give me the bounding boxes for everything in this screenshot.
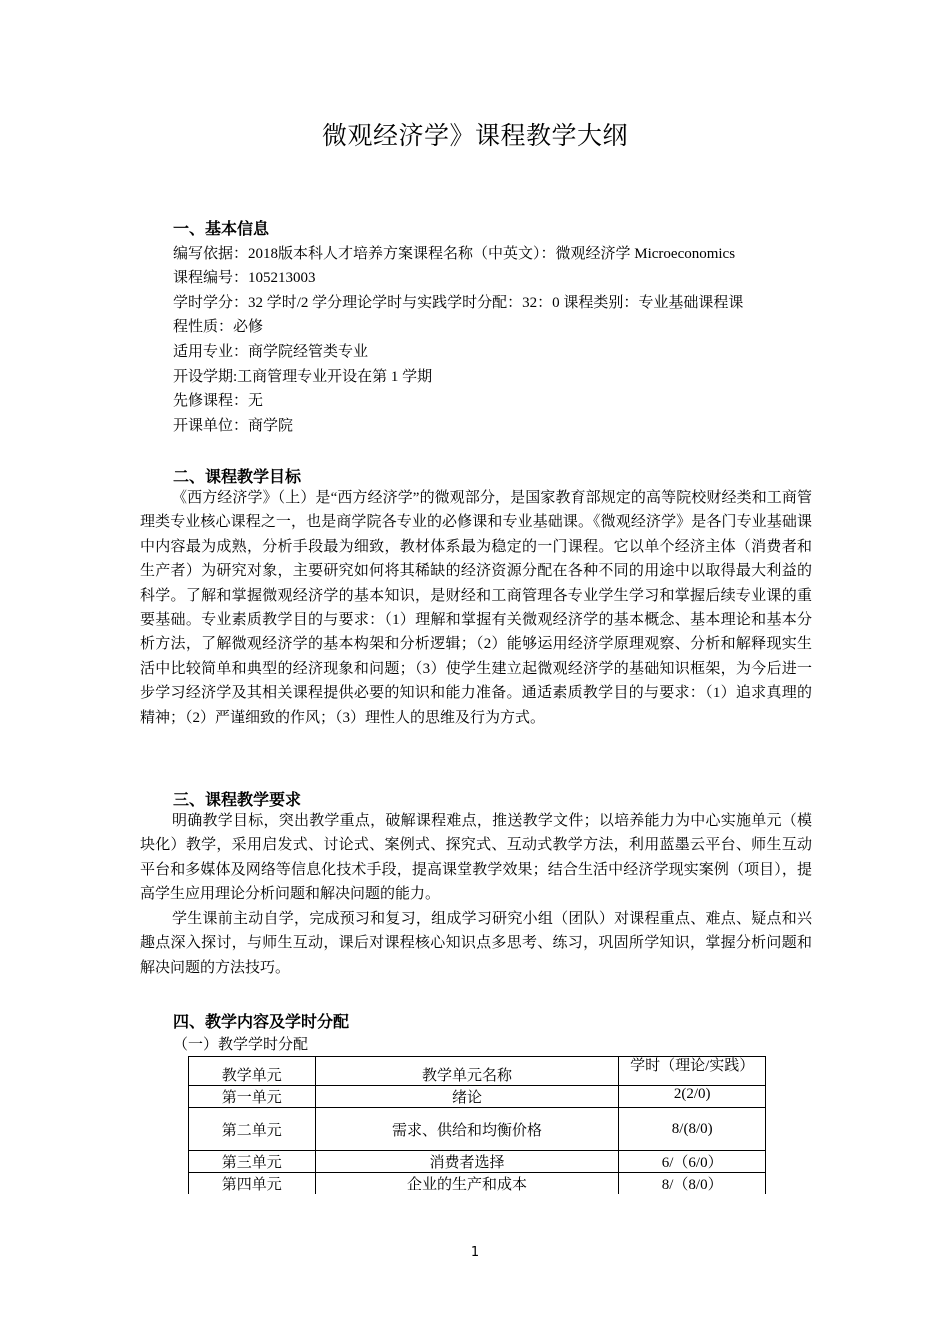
page-title: 微观经济学》课程教学大纲: [321, 121, 628, 150]
table-row: [189, 1173, 766, 1195]
info-line-department: 开课单位：商学院: [173, 418, 294, 434]
table-cell: 2(2/0): [619, 1086, 766, 1108]
table-row: [189, 1086, 766, 1108]
table-cell: 8/（8/0）: [619, 1173, 766, 1195]
table-row: [189, 1151, 766, 1173]
header-cell-unit: 教学单元: [189, 1057, 316, 1086]
table-cell: 需求、供给和均衡价格: [315, 1108, 619, 1151]
table-cell: 第四单元: [189, 1173, 316, 1195]
requirements-paragraph-1: 明确教学目标，突出教学重点，破解课程难点，推送教学文件；以培养能力为中心实施单元（模块化）教学，采用启发式、讨论式、案例式、探究式、互动式教学方法，利用蓝墨云平台、师生互动平台和多媒体及网络等信息化技术手段，提高课堂教学效果；结合生活中经济学现实案例（项目），提高学生应用理论分析问题和解决问题的能力。: [140, 813, 812, 903]
table-row: [189, 1108, 766, 1151]
header-cell-hours: [619, 1057, 766, 1086]
table-cell: 第三单元: [189, 1151, 316, 1173]
table-cell: 绪论: [315, 1086, 619, 1108]
table-cell: 企业的生产和成本: [315, 1173, 619, 1195]
table-cell: 6/（6/0）: [619, 1151, 766, 1173]
section-heading-requirements: 三、课程教学要求: [173, 790, 302, 809]
hours-allocation-table: [188, 1056, 766, 1194]
section-heading-content: 四、教学内容及学时分配: [173, 1012, 350, 1031]
table-cell: 8/(8/0): [619, 1108, 766, 1151]
info-line-prerequisites: 先修课程：无: [173, 393, 264, 409]
subsection-heading-hours: （一）教学学时分配: [173, 1037, 309, 1053]
info-line-hours-credits: 学时学分：32 学时/2 学分理论学时与实践学时分配：32：0 课程类别：专业基础课程课: [173, 295, 744, 311]
table-cell: 第二单元: [189, 1108, 316, 1151]
header-cell-unit-name: 教学单元名称: [315, 1057, 619, 1086]
page-number: 1: [470, 1245, 480, 1260]
info-line-course-nature: 程性质：必修: [173, 319, 264, 335]
table-cell: 消费者选择: [315, 1151, 619, 1173]
requirements-paragraph-2: 学生课前主动自学，完成预习和复习，组成学习研究小组（团队）对课程重点、难点、疑点和兴趣点深入探讨，与师生互动，课后对课程核心知识点多思考、练习，巩固所学知识，掌握分析问题和解决问题的方法技巧。: [140, 911, 812, 976]
section-heading-basic-info: 一、基本信息: [173, 219, 270, 238]
info-line-basis: 编写依据：2018版本科人才培养方案课程名称（中英文）：微观经济学 Microeconomics: [173, 246, 736, 262]
header-hours-text: 学时（理论/实践）: [630, 1058, 755, 1074]
section-heading-objectives: 二、课程教学目标: [173, 467, 302, 486]
info-line-semester: 开设学期:工商管理专业开设在第 1 学期: [173, 369, 433, 385]
table-header-row: [189, 1057, 766, 1086]
info-line-majors: 适用专业：商学院经管类专业: [173, 344, 369, 360]
objectives-paragraph: 《西方经济学》（上）是“西方经济学”的微观部分，是国家教育部规定的高等院校财经类和工商管理类专业核心课程之一，也是商学院各专业的必修课和专业基础课。《微观经济学》是各门专业基础课中内容最为成熟，分析手段最为细致，教材体系最为稳定的一门课程。它以单个经济主体（消费者和生产者）为研究对象，主要研究如何将其稀缺的经济资源分配在各种不同的用途中以取得最大利益的科学。了解和掌握微观经济学的基本知识，是财经和工商管理各专业学生学习和掌握后续专业课的重要基础。专业素质教学目的与要求：（1）理解和掌握有关微观经济学的基本概念、基本理论和基本分析方法，了解微观经济学的基本构架和分析逻辑；（2）能够运用经济学原理观察、分析和解释现实生活中比较简单和典型的经济现象和问题；（3）使学生建立起微观经济学的基础知识框架，为今后进一步学习经济学及其相关课程提供必要的知识和能力准备。通适素质教学目的与要求：（1）追求真理的精神；（2）严谨细致的作风；（3）理性人的思维及行为方式。: [140, 490, 812, 726]
table-cell: 第一单元: [189, 1086, 316, 1108]
info-line-course-code: 课程编号：105213003: [173, 270, 316, 286]
